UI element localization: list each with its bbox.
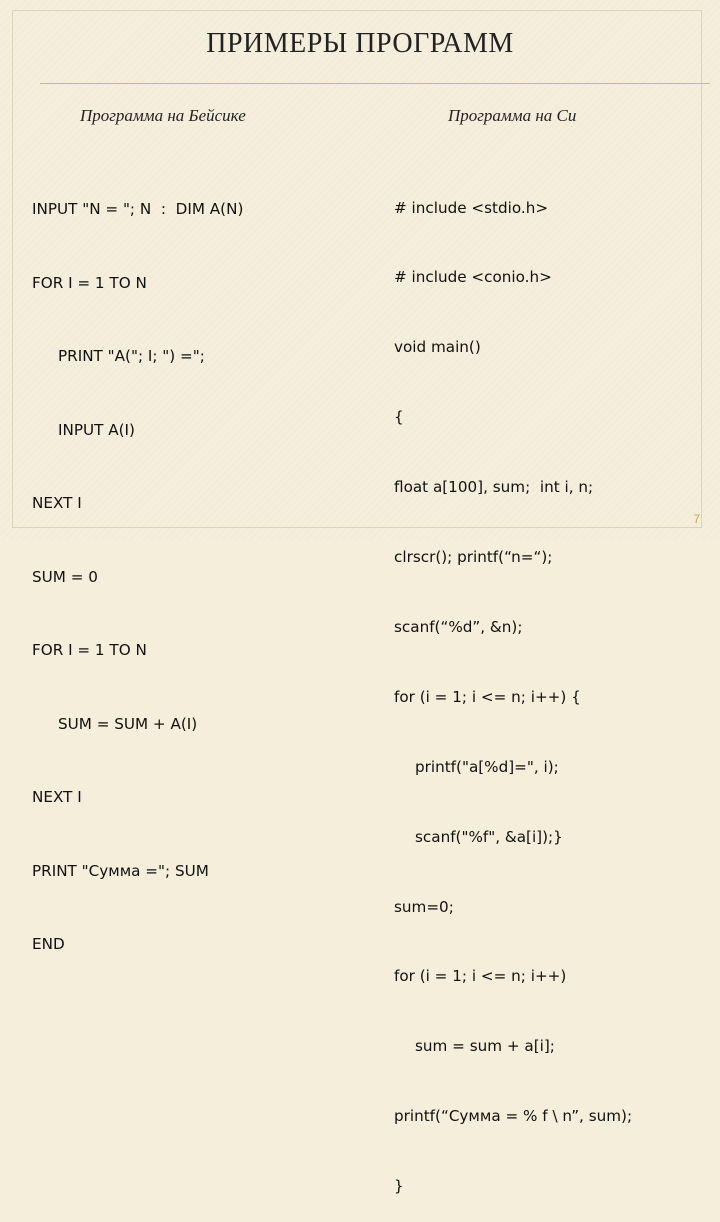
- code-line: printf(“Сумма = % f \ n”, sum);: [394, 1107, 633, 1126]
- c-heading: Программа на Си: [448, 106, 577, 125]
- code-line: {: [394, 408, 404, 427]
- code-line: float a[100], sum; int i, n;: [394, 478, 594, 497]
- code-line: }: [394, 1177, 404, 1196]
- code-line: sum=0;: [394, 897, 454, 916]
- code-line: FOR I = 1 TO N: [32, 273, 147, 292]
- code-line: SUM = 0: [32, 567, 98, 586]
- code-line: INPUT "N = "; N : DIM A(N): [32, 200, 244, 218]
- code-line: scanf(“%d”, &n);: [394, 617, 523, 636]
- code-line: scanf("%f", &a[i]);}: [415, 827, 563, 846]
- code-line: printf("a[%d]=", i);: [415, 757, 559, 776]
- code-line: for (i = 1; i <= n; i++) {: [394, 687, 581, 706]
- code-line: NEXT I: [32, 494, 82, 512]
- code-line: # include <conio.h>: [394, 268, 552, 287]
- code-line: clrscr(); printf(“n=“);: [394, 548, 553, 567]
- code-line: PRINT "Сумма ="; SUM: [32, 861, 209, 880]
- code-line: sum = sum + a[i];: [415, 1037, 555, 1056]
- code-line: SUM = SUM + A(I): [58, 714, 198, 733]
- basic-code-block: [32, 148, 243, 981]
- code-line: PRINT "A("; I; ") =";: [58, 347, 205, 365]
- basic-heading: Программа на Бейсике: [80, 106, 246, 125]
- code-line: void main(): [394, 338, 481, 357]
- code-line: INPUT A(I): [58, 420, 135, 439]
- code-line: NEXT I: [32, 788, 82, 806]
- code-line: # include <stdio.h>: [394, 198, 549, 217]
- slide-title: ПРИМЕРЫ ПРОГРАММ: [206, 28, 514, 59]
- page-number: 7: [693, 512, 700, 526]
- code-line: for (i = 1; i <= n; i++): [394, 967, 567, 986]
- code-line: END: [32, 935, 65, 953]
- code-line: FOR I = 1 TO N: [32, 641, 147, 659]
- c-code-block: [394, 150, 632, 1222]
- title-divider: [40, 83, 710, 84]
